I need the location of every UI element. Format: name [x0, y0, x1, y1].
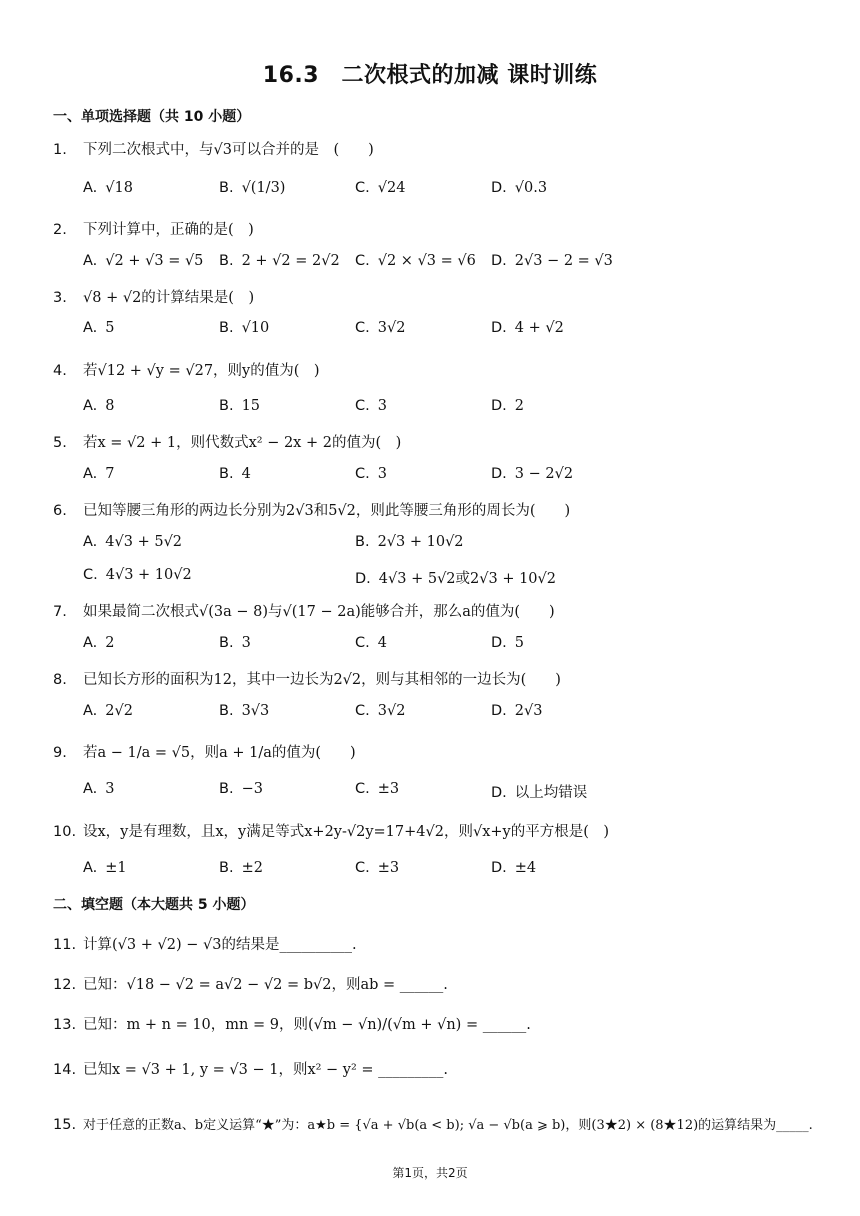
option-9d: D. 以上均错误: [491, 785, 588, 801]
option-10b: B. ±2: [219, 860, 263, 876]
question-stem: 计算(√3 + √2) − √3的结果是__________.: [83, 937, 357, 953]
option-3a: A. 5: [83, 320, 115, 336]
option-4a: A. 8: [83, 398, 115, 414]
question-stem: 若√12 + √y = √27，则y的值为( ): [83, 363, 320, 379]
option-5c: C. 3: [355, 466, 387, 482]
option-5d: D. 3 − 2√2: [491, 466, 574, 482]
question-1: 1. 下列二次根式中，与√3可以合并的是 ( ): [53, 142, 374, 158]
question-stem: 下列计算中，正确的是( ): [83, 222, 254, 238]
question-3: 3. √8 + √2的计算结果是( ): [53, 290, 255, 306]
section-heading-fill: 二、填空题（本大题共 5 小题）: [53, 897, 255, 913]
option-10a: A. ±1: [83, 860, 127, 876]
option-2c: C. √2 × √3 = √6: [355, 253, 476, 269]
question-stem: √8 + √2的计算结果是( ): [83, 290, 255, 306]
option-7c: C. 4: [355, 635, 387, 651]
option-3d: D. 4 + √2: [491, 320, 564, 336]
option-9b: B. −3: [219, 781, 263, 797]
question-15: 15. 对于任意的正数a、b定义运算“★”为：a★b = {√a + √b(a < b); √a − √b(a ⩾ b)，则(3★2) × (8★12)的运算结果为_____.: [53, 1117, 813, 1133]
option-2b: B. 2 + √2 = 2√2: [219, 253, 340, 269]
option-1d: D. √0.3: [491, 180, 548, 196]
question-2: 2. 下列计算中，正确的是( ): [53, 222, 254, 238]
option-1a: A. √18: [83, 180, 133, 196]
option-2a: A. √2 + √3 = √5: [83, 253, 204, 269]
option-8d: D. 2√3: [491, 703, 543, 719]
question-7: 7. 如果最简二次根式√(3a − 8)与√(17 − 2a)能够合并，那么a的值为( ): [53, 604, 555, 620]
question-stem: 设x，y是有理数，且x，y满足等式x+2y-√2y=17+4√2，则√x+y的平方根是( ): [83, 824, 610, 840]
option-7a: A. 2: [83, 635, 115, 651]
section-heading-choice: 一、单项选择题（共 10 小题）: [53, 109, 251, 125]
option-2d: D. 2√3 − 2 = √3: [491, 253, 613, 269]
option-7d: D. 5: [491, 635, 525, 651]
option-10c: C. ±3: [355, 860, 400, 876]
question-6: 6. 已知等腰三角形的两边长分别为2√3和5√2，则此等腰三角形的周长为( ): [53, 503, 571, 519]
option-3c: C. 3√2: [355, 320, 406, 336]
option-5b: B. 4: [219, 466, 251, 482]
option-8c: C. 3√2: [355, 703, 406, 719]
page-footer: 第1页，共2页: [392, 1166, 468, 1180]
question-stem: 已知：√18 − √2 = a√2 − √2 = b√2，则ab = ______.: [83, 977, 448, 993]
question-14: 14. 已知x = √3 + 1, y = √3 − 1，则x² − y² = _________.: [53, 1062, 449, 1078]
question-stem: 已知：m + n = 10，mn = 9，则(√m − √n)/(√m + √n) = ______.: [83, 1017, 531, 1033]
option-9a: A. 3: [83, 781, 115, 797]
option-6b: B. 2√3 + 10√2: [355, 534, 464, 550]
option-4d: D. 2: [491, 398, 525, 414]
page-title: 16.3 二次根式的加减 课时训练: [262, 63, 598, 88]
option-6d: D. 4√3 + 5√2或2√3 + 10√2: [355, 571, 557, 587]
question-stem: 已知长方形的面积为12，其中一边长为2√2，则与其相邻的一边长为( ): [83, 672, 561, 688]
question-8: 8. 已知长方形的面积为12，其中一边长为2√2，则与其相邻的一边长为( ): [53, 672, 561, 688]
option-1c: C. √24: [355, 180, 406, 196]
question-4: 4. 若√12 + √y = √27，则y的值为( ): [53, 363, 320, 379]
option-8a: A. 2√2: [83, 703, 133, 719]
question-5: 5. 若x = √2 + 1，则代数式x² − 2x + 2的值为( ): [53, 435, 402, 451]
question-stem: 下列二次根式中，与√3可以合并的是 ( ): [83, 142, 374, 158]
option-3b: B. √10: [219, 320, 270, 336]
option-4c: C. 3: [355, 398, 387, 414]
question-stem: 若a − 1/a = √5，则a + 1/a的值为( ): [83, 745, 356, 761]
option-4b: B. 15: [219, 398, 261, 414]
question-11: 11. 计算(√3 + √2) − √3的结果是__________.: [53, 937, 357, 953]
option-6a: A. 4√3 + 5√2: [83, 534, 183, 550]
option-6c: C. 4√3 + 10√2: [83, 567, 192, 583]
question-10: 10. 设x，y是有理数，且x，y满足等式x+2y-√2y=17+4√2，则√x+y的平方根是( ): [53, 824, 610, 840]
question-9: 9. 若a − 1/a = √5，则a + 1/a的值为( ): [53, 745, 356, 761]
option-1b: B. √(1/3): [219, 180, 286, 196]
question-stem: 若x = √2 + 1，则代数式x² − 2x + 2的值为( ): [83, 435, 402, 451]
option-8b: B. 3√3: [219, 703, 270, 719]
question-stem: 已知等腰三角形的两边长分别为2√3和5√2，则此等腰三角形的周长为( ): [83, 503, 571, 519]
question-13: 13. 已知：m + n = 10，mn = 9，则(√m − √n)/(√m + √n) = ______.: [53, 1017, 531, 1033]
question-stem: 已知x = √3 + 1, y = √3 − 1，则x² − y² = _________.: [83, 1062, 449, 1078]
question-stem: 如果最简二次根式√(3a − 8)与√(17 − 2a)能够合并，那么a的值为( ): [83, 604, 555, 620]
option-10d: D. ±4: [491, 860, 537, 876]
option-5a: A. 7: [83, 466, 115, 482]
question-stem: 对于任意的正数a、b定义运算“★”为：a★b = {√a + √b(a < b); √a − √b(a ⩾ b)，则(3★2) × (8★12)的运算结果为_____.: [83, 1118, 813, 1133]
option-9c: C. ±3: [355, 781, 400, 797]
question-12: 12. 已知：√18 − √2 = a√2 − √2 = b√2，则ab = ______.: [53, 977, 448, 993]
option-7b: B. 3: [219, 635, 251, 651]
